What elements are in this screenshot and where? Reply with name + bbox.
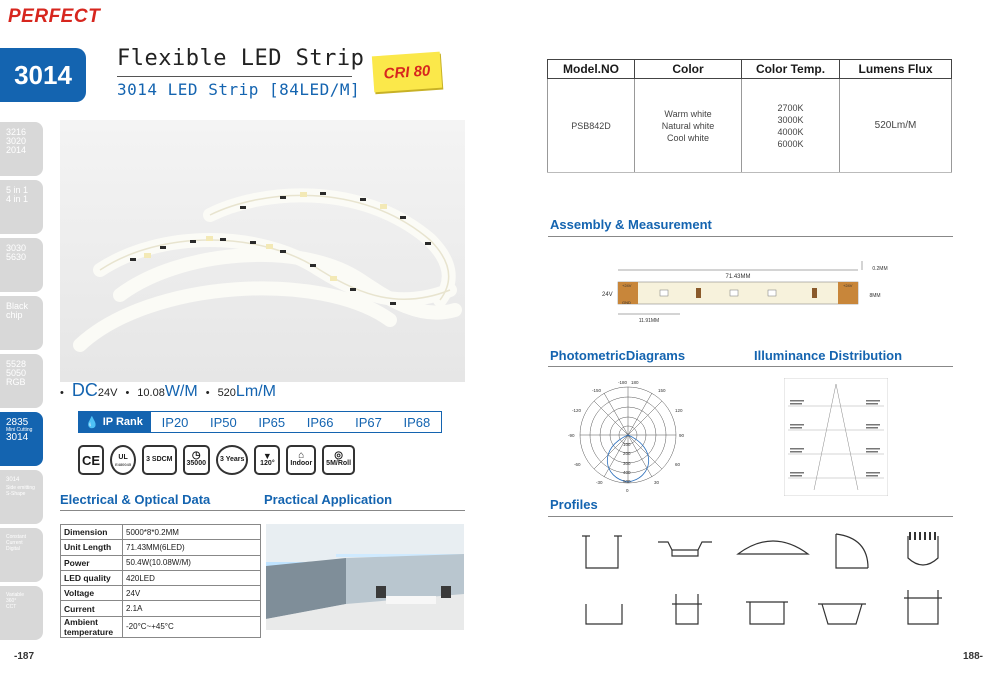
angle-label: 60: [675, 462, 681, 467]
ring-label: 200: [623, 451, 631, 456]
page-subtitle: 3014 LED Strip [84LED/M]: [117, 80, 361, 99]
title-divider: [117, 76, 352, 77]
angle-label: -120: [572, 408, 582, 413]
angle-label: 180: [631, 380, 639, 385]
table-value: 50.4W(10.08W/M): [123, 555, 261, 570]
ip-item: IP66: [306, 414, 334, 430]
page-number-right: 188-: [963, 651, 984, 662]
illuminance-chart: [784, 378, 888, 496]
reel-glyph: ◎: [334, 450, 343, 461]
side-tab-3216[interactable]: [0, 122, 43, 176]
model-number: PSB842D: [548, 79, 635, 173]
section-divider: [548, 516, 953, 517]
side-tab-label: Variable 360° CCT: [6, 592, 24, 610]
cert-label: CE: [82, 452, 101, 468]
table-value: 5000*8*0.2MM: [123, 525, 261, 540]
u-profile-icon: [586, 536, 618, 568]
bullet-icon: •: [125, 387, 130, 399]
cert-label: 35000: [186, 460, 206, 467]
side-tab-5in1[interactable]: [0, 180, 43, 234]
section-divider: [548, 236, 953, 237]
assembly-diagram: [598, 258, 888, 324]
ip-item: IP67: [355, 414, 382, 430]
model-spec-table: [547, 59, 952, 173]
table-key: Current: [61, 601, 123, 616]
cert-label: Indoor: [290, 460, 313, 467]
color-item: Natural white: [661, 120, 715, 131]
side-tab-2835-active[interactable]: [0, 412, 43, 466]
voltage-label: 24V: [602, 292, 613, 298]
temp-item: 6000K: [777, 138, 804, 149]
table-row: [548, 79, 952, 173]
ring-label: 500: [623, 479, 631, 484]
color-item: Warm white: [664, 108, 712, 119]
warranty-icon: [216, 445, 248, 475]
dc-value: 24V: [97, 387, 118, 399]
dc-label: DC: [71, 380, 98, 400]
side-tab-5528[interactable]: [0, 354, 43, 408]
plus-label: +24V: [622, 283, 632, 288]
table-key: Power: [61, 555, 123, 570]
column-header: Model.NO: [548, 60, 635, 79]
ip-item: IP50: [210, 414, 237, 430]
thickness-label: 0.2MM: [872, 266, 888, 272]
side-tab-label: 5528 5050 RGB: [6, 359, 27, 387]
ip-item: IP68: [403, 414, 431, 430]
ip-item: IP20: [161, 414, 189, 430]
temp-item: 3000K: [777, 114, 804, 125]
key-specs-row: [60, 380, 465, 402]
side-category-tabs: [0, 122, 43, 644]
column-header: Color: [635, 60, 742, 79]
reel-icon: [322, 445, 355, 475]
angle-label: -60: [574, 462, 581, 467]
profiles-gallery: [578, 528, 948, 632]
plus-label: +24V: [843, 283, 853, 288]
temp-item: 2700K: [777, 102, 804, 113]
ce-icon: [78, 445, 104, 475]
product-code-badge: 3014: [0, 48, 86, 102]
side-tab-label: Constant Current: [6, 534, 27, 546]
side-tab-note: Side emitting: [6, 485, 35, 491]
table-row: [61, 586, 261, 601]
table-key: Voltage: [61, 586, 123, 601]
angle-label: 150: [658, 388, 666, 393]
color-item: Cool white: [666, 132, 710, 143]
angle-label: 30: [654, 480, 660, 485]
cert-label: 3 Years: [219, 456, 245, 463]
column-header: Color Temp.: [742, 60, 840, 79]
table-value: 2.1A: [123, 601, 261, 616]
polar-diagram: [558, 378, 698, 496]
side-tab-label: 3030 5630: [6, 243, 27, 262]
indoor-house-icon: [286, 445, 316, 475]
beam-angle-icon: [254, 445, 280, 475]
section-divider: [60, 510, 465, 511]
ip-rank-label: [79, 412, 151, 432]
bullet-icon: •: [205, 387, 210, 399]
lifetime-clock-icon: [183, 445, 210, 475]
table-key: Unit Length: [61, 540, 123, 555]
side-tab-label: 3216 3020 2014: [6, 127, 27, 155]
side-tab-note: Mini Cutting: [6, 427, 33, 433]
flux-value: 520: [217, 387, 236, 399]
cert-label: 5M/Roll: [326, 460, 352, 467]
cert-note: E480045: [115, 461, 132, 467]
cert-label: UL: [118, 453, 128, 461]
cut-label: 11.91MM: [638, 318, 660, 324]
side-tab-label: 5 in 1 4 in 1: [6, 185, 29, 204]
page-number-left: -187: [14, 651, 35, 662]
side-tab-constant-current[interactable]: [0, 528, 43, 582]
angle-label: 0: [626, 488, 629, 493]
table-value: -20°C~+45°C: [123, 616, 261, 637]
side-tab-variable-cct[interactable]: [0, 586, 43, 640]
table-row: [61, 555, 261, 570]
ip-rank-text: IP Rank: [102, 416, 143, 428]
angle-label: -30: [596, 480, 603, 485]
electrical-section-title: Electrical & Optical Data: [60, 492, 211, 507]
flux-unit: Lm/M: [235, 383, 276, 400]
ring-label: 100: [623, 442, 631, 447]
ip-rank-bar: [78, 411, 442, 433]
column-header: Lumens Flux: [840, 60, 952, 79]
temp-list: [742, 79, 840, 173]
triangle-glyph: ▼: [262, 451, 272, 461]
polar-chart: [558, 378, 698, 496]
ring-label: 400: [623, 470, 631, 475]
side-tab-label-secondary: Digital: [6, 546, 20, 552]
certification-icons: [78, 442, 458, 478]
power-unit: W/M: [164, 383, 198, 400]
angle-label: -150: [592, 388, 602, 393]
table-header-row: [548, 60, 952, 79]
electrical-data-table: [60, 524, 261, 638]
table-key: Dimension: [61, 525, 123, 540]
table-row: [61, 616, 261, 637]
gnd-label: GND: [622, 300, 631, 305]
cert-label: 3 SDCM: [146, 456, 173, 463]
water-drop-icon: 💧: [85, 416, 99, 429]
assembly-section-title: Assembly & Measurement: [550, 217, 712, 232]
brand-logo: PERFECT: [8, 6, 101, 27]
cri-badge: CRI 80: [372, 52, 442, 93]
profiles-section-title: Profiles: [550, 497, 598, 512]
aluminum-profiles: [578, 528, 948, 632]
bullet-icon: •: [60, 387, 64, 399]
table-key: Ambient temperature: [61, 616, 123, 637]
lumens-value: 520Lm/M: [840, 79, 952, 173]
page-title: Flexible LED Strip: [117, 46, 365, 71]
ip-item: IP65: [258, 414, 286, 430]
table-row: [61, 601, 261, 616]
led-strip-illustration: [60, 120, 465, 382]
temp-item: 4000K: [777, 126, 804, 137]
table-row: [61, 540, 261, 555]
power-value: 10.08: [137, 387, 165, 399]
sdcm-icon: [142, 445, 176, 475]
side-tab-3030[interactable]: [0, 238, 43, 292]
side-tab-label-secondary: 3014: [6, 432, 29, 443]
illuminance-diagram: [784, 378, 888, 496]
side-tab-label-secondary: S-Shape: [6, 491, 26, 497]
angle-label: -180: [618, 380, 628, 385]
section-divider: [548, 366, 953, 367]
room-illustration: [266, 524, 464, 630]
photometric-section-title: PhotometricDiagrams: [550, 348, 686, 363]
angle-label: 90: [679, 433, 685, 438]
side-tab-label: 2835: [6, 417, 29, 428]
house-glyph: ⌂: [298, 450, 305, 461]
side-tab-label: 3014: [6, 477, 20, 483]
ul-icon: [110, 445, 136, 475]
table-value: 420LED: [123, 570, 261, 585]
color-list: [635, 79, 742, 173]
table-value: 24V: [123, 586, 261, 601]
clock-glyph: ◷: [191, 450, 201, 461]
side-tab-side-emitting[interactable]: [0, 470, 43, 524]
side-tab-black-chip[interactable]: [0, 296, 43, 350]
table-value: 71.43MM(6LED): [123, 540, 261, 555]
side-tab-label: Black chip: [6, 301, 29, 320]
application-photo: [266, 524, 464, 630]
table-key: LED quality: [61, 570, 123, 585]
strip-measurement-drawing: [598, 258, 888, 324]
angle-label: 120: [675, 408, 683, 413]
illuminance-section-title: Illuminance Distribution: [754, 348, 903, 363]
practical-section-title: Practical Application: [264, 492, 393, 507]
ring-label: 300: [623, 461, 631, 466]
length-label: 71.43MM: [725, 274, 751, 280]
led-strip-photo: [60, 120, 465, 382]
angle-label: -90: [568, 433, 575, 438]
table-row: [61, 570, 261, 585]
cert-label: 120°: [260, 460, 275, 467]
table-row: [61, 525, 261, 540]
width-label: 8MM: [869, 293, 881, 299]
